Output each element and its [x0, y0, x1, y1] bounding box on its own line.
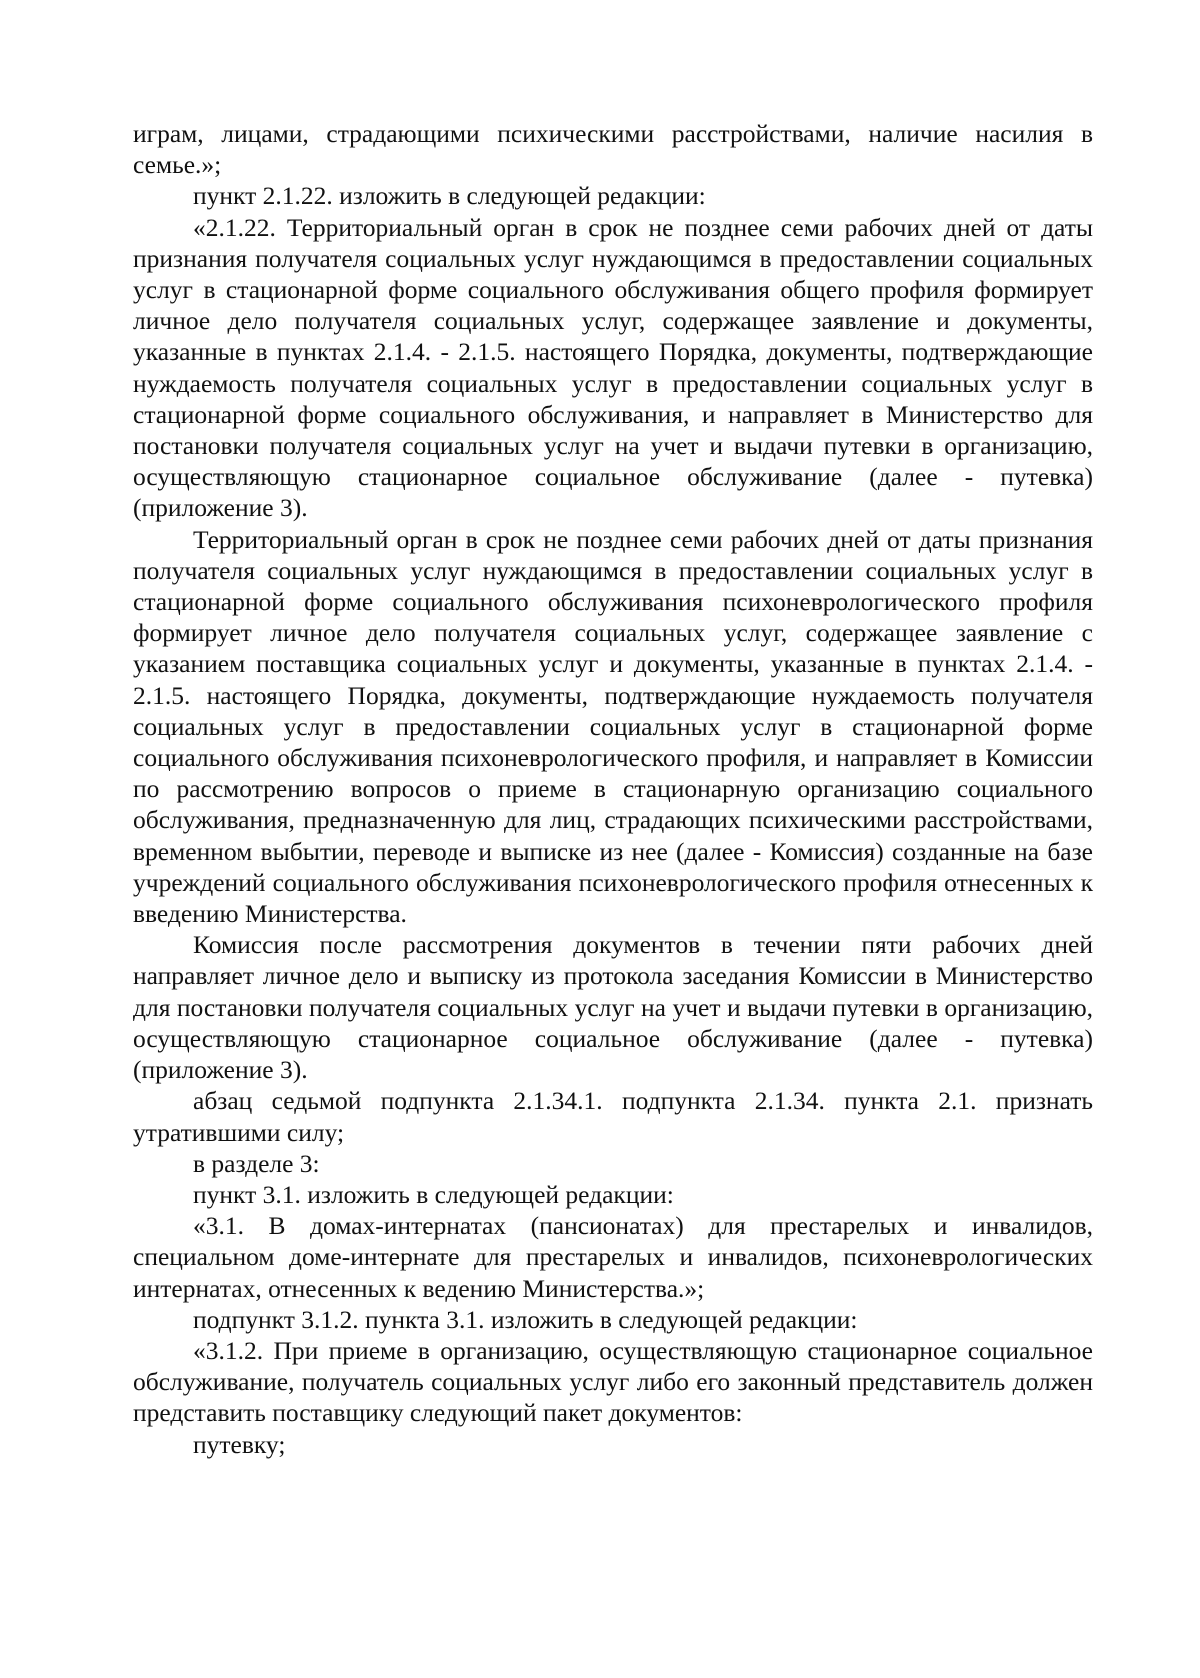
paragraph-amendment-3-1: пункт 3.1. изложить в следующей редакции:: [193, 1179, 674, 1209]
paragraph-section-3: в разделе 3:: [193, 1148, 320, 1178]
paragraph-amendment-3-1-2: подпункт 3.1.2. пункта 3.1. изложить в следующей редакции:: [193, 1304, 858, 1334]
paragraph-2-1-22-text: «2.1.22. Территориальный орган в срок не позднее семи рабочих дней от даты признания получателя социальных услуг нуждающимся в предоставлении социальных услуг в стационарной форме социального обслуживания общего профиля формирует личное дело получателя социальных услуг, содержащее заявление и документы, указанные в пунктах 2.1.4. - 2.1.5. настоящего Порядка, документы, подтверждающие нуждаемость получателя социальных услуг в предоставлении социальных услуг в стационарной форме социального обслуживания, и направляет в Министерство для постановки получателя социальных услуг на учет и выдачи путевки в организацию, осуществляющую стационарное социальное обслуживание (далее - путевка) (приложение 3).: [133, 212, 1093, 523]
paragraph-abzac-7: абзац седьмой подпункта 2.1.34.1. подпункта 2.1.34. пункта 2.1. признать утратившими силу;: [133, 1086, 1093, 1147]
paragraph-continuation: играм, лицами, страдающими психическими расстройствами, наличие насилия в семье.»;: [133, 119, 1093, 180]
paragraph-putevku: путевку;: [193, 1429, 286, 1459]
paragraph-territorial-organ: Территориальный орган в срок не позднее семи рабочих дней от даты признания получателя социальных услуг нуждающимся в предоставлении социальных услуг в стационарной форме социального обслуживания психоневрологического профиля формирует личное дело получателя социальных услуг, содержащее заявление с указанием поставщика социальных услуг и документы, указанные в пунктах 2.1.4. - 2.1.5. настоящего Порядка, документы, подтверждающие нуждаемость получателя социальных услуг в предоставлении социальных услуг в стационарной форме социального обслуживания психоневрологического профиля, и направляет в Комиссии по рассмотрению вопросов о приеме в стационарную организацию социального обслуживания, предназначенную для лиц, страдающих психическими расстройствами, временном выбытии, переводе и выписке из нее (далее - Комиссия) созданные на базе учреждений социального обслуживания психоневрологического профиля отнесенных к введению Министерства.: [133, 524, 1093, 929]
document-body: [133, 118, 1093, 1460]
paragraph-amendment-2-1-22: пункт 2.1.22. изложить в следующей редакции:: [193, 181, 706, 211]
paragraph-3-1-text: «3.1. В домах-интернатах (пансионатах) для престарелых и инвалидов, специальном доме-интернате для престарелых и инвалидов, психоневрологических интернатах, отнесенных к ведению Министерства.»;: [133, 1211, 1093, 1303]
paragraph-commission: Комиссия после рассмотрения документов в течении пяти рабочих дней направляет личное дело и выписку из протокола заседания Комиссии в Министерство для постановки получателя социальных услуг на учет и выдачи путевки в организацию, осуществляющую стационарное социальное обслуживание (далее - путевка) (приложение 3).: [133, 930, 1093, 1085]
paragraph-3-1-2-text: «3.1.2. При приеме в организацию, осуществляющую стационарное социальное обслуживание, получатель социальных услуг либо его законный представитель должен представить поставщику следующий пакет документов:: [133, 1335, 1093, 1428]
